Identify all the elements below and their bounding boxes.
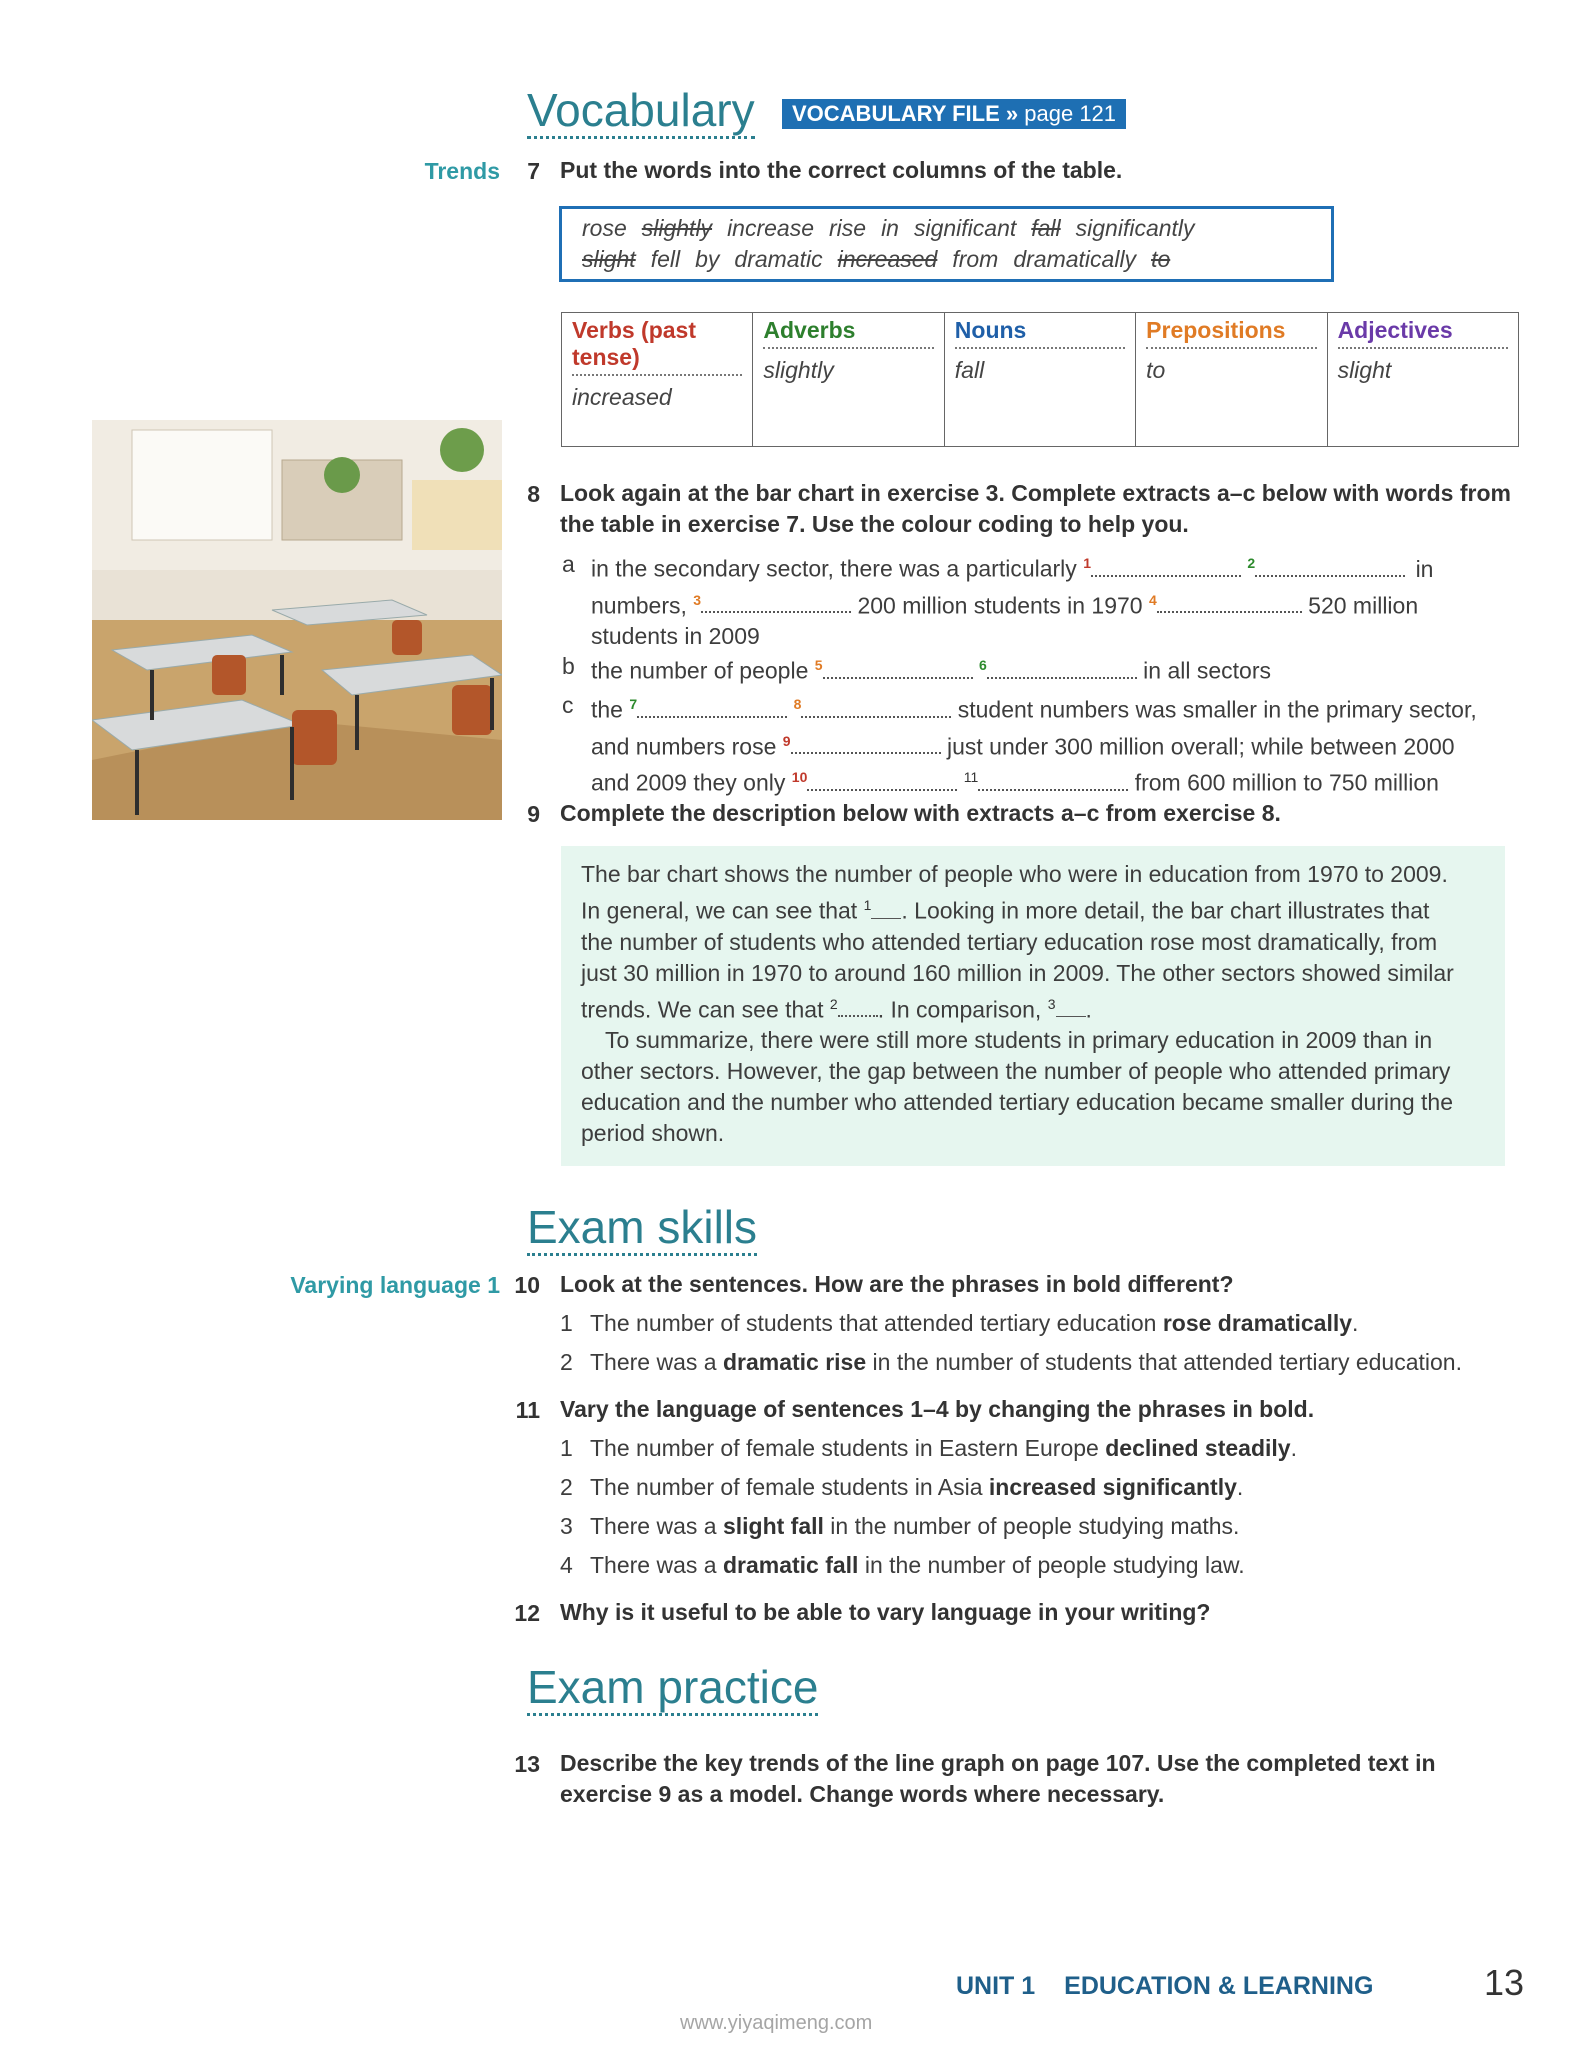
- extract-b-part-2: in all sectors: [1143, 657, 1271, 684]
- question-8-line-1: Look again at the bar chart in exercise 3. Complete extracts a–c below with words from: [560, 480, 1511, 506]
- sentence-number: 2: [560, 1349, 573, 1375]
- blank-5-number: 5: [814, 657, 823, 673]
- column-header-prepositions: Prepositions: [1146, 317, 1316, 349]
- extract-a-part-6: students in 2009: [591, 623, 760, 650]
- blank-6-number: 6: [978, 657, 987, 673]
- word-box-word: fell: [650, 246, 681, 272]
- question-8-text: [560, 478, 1520, 540]
- sentence-text-end: .: [1290, 1435, 1297, 1461]
- category-table: [561, 312, 1519, 447]
- side-label-varying-language: Varying language 1: [290, 1272, 500, 1298]
- question-11-number: 11: [515, 1397, 540, 1423]
- extract-c-part-1: the: [591, 696, 623, 723]
- description-line-1: The bar chart shows the number of people who were in education from 1970 to 2009.: [581, 861, 1448, 887]
- blank-2-number: 2: [1247, 555, 1256, 571]
- blank-8-number: 8: [793, 696, 802, 712]
- question-13-number: 13: [514, 1751, 540, 1777]
- word-box-word: dramatic: [734, 246, 823, 272]
- footer-unit-label: [956, 1972, 1373, 2001]
- sentence-text-end: in the number of people studying maths.: [823, 1513, 1240, 1539]
- description-line-8: education and the number who attended tertiary education became smaller during the: [581, 1089, 1453, 1116]
- blank-9[interactable]: [791, 732, 941, 754]
- page-number: 13: [1484, 1962, 1525, 2003]
- sentence-text-end: in the number of people studying law.: [858, 1552, 1245, 1578]
- extract-c-letter: c: [562, 692, 574, 718]
- column-header-verbs: Verbs (past tense): [572, 317, 742, 376]
- description-box: [561, 846, 1505, 1166]
- question-9-text: Complete the description below with extracts a–c from exercise 8.: [560, 800, 1281, 826]
- blank-11[interactable]: [978, 769, 1128, 791]
- blank-10-number: 10: [791, 769, 808, 786]
- description-line-3: the number of students who attended tertiary education rose most dramatically, from: [581, 928, 1438, 955]
- question-11-text: Vary the language of sentences 1–4 by changing the phrases in bold.: [560, 1396, 1315, 1422]
- column-header-adverbs: Adverbs: [763, 317, 933, 349]
- extract-a-part-4: 200 million students in 1970: [857, 592, 1143, 619]
- description-blank-3[interactable]: [1056, 998, 1086, 1017]
- question-7-text: Put the words into the correct columns of the table.: [560, 157, 1123, 183]
- blank-2[interactable]: [1255, 555, 1405, 577]
- question-12-text: Why is it useful to be able to vary language in your writing?: [560, 1599, 1211, 1625]
- description-blank-1[interactable]: [871, 900, 901, 919]
- extract-c-part-2: student numbers was smaller in the primary sector,: [957, 696, 1477, 723]
- sentence-bold-phrase: declined steadily: [1105, 1435, 1291, 1461]
- column-adjectives: [1327, 313, 1518, 447]
- extract-c-part-4: just under 300 million overall; while between 2000: [946, 733, 1455, 760]
- question-10-items: [560, 1308, 1520, 1386]
- word-box-line-2: [582, 244, 1311, 275]
- extract-a-part-3: numbers,: [591, 592, 687, 619]
- vocabulary-heading: Vocabulary: [527, 86, 755, 139]
- column-prepositions: [1136, 313, 1327, 447]
- extract-b-part-1: the number of people: [591, 657, 809, 684]
- question-11-items: [560, 1433, 1520, 1589]
- question-13-line-1: Describe the key trends of the line graph on page 107. Use the completed text in: [560, 1750, 1436, 1776]
- sentence-text: There was a: [590, 1349, 723, 1375]
- column-adverbs: [753, 313, 944, 447]
- extract-a-letter: a: [562, 551, 575, 577]
- blank-3-number: 3: [693, 591, 702, 608]
- sentence-item: [560, 1550, 1520, 1581]
- word-box-word: slight: [582, 246, 636, 272]
- blank-8[interactable]: [801, 696, 951, 718]
- sentence-item: [560, 1511, 1520, 1542]
- blank-1-number: 1: [1083, 555, 1091, 571]
- extract-c-part-5: and 2009 they only: [591, 769, 786, 796]
- sentence-item: [560, 1472, 1520, 1503]
- sentence-text-end: .: [1236, 1474, 1244, 1500]
- sentence-item: [560, 1308, 1520, 1339]
- column-example-verbs: increased: [572, 384, 672, 410]
- extract-c-part-3: and numbers rose: [591, 733, 777, 760]
- extract-b: [591, 650, 1511, 687]
- footer-unit: UNIT 1: [956, 1972, 1036, 2000]
- description-line-2: In general, we can see that $^1$ . Looking in more detail, the bar chart illustrates that: [581, 897, 1430, 924]
- description-line-9: period shown.: [581, 1120, 725, 1147]
- extract-a-part-5: 520 million: [1308, 592, 1419, 619]
- question-8-line-2: the table in exercise 7. Use the colour coding to help you.: [560, 511, 1189, 537]
- side-label-trends: Trends: [424, 158, 500, 184]
- blank-9-number: 9: [782, 732, 791, 749]
- sentence-text: There was a: [590, 1513, 723, 1539]
- blank-11-number: 11: [963, 769, 979, 786]
- question-7-number: 7: [527, 158, 540, 184]
- exam-practice-heading: Exam practice: [527, 1663, 818, 1716]
- blank-1[interactable]: [1091, 555, 1241, 577]
- column-nouns: [944, 313, 1135, 447]
- vocabulary-file-label: VOCABULARY FILE »: [792, 101, 1019, 126]
- extract-c: [591, 689, 1511, 799]
- column-example-prepositions: to: [1146, 357, 1166, 383]
- sentence-number: 4: [560, 1552, 573, 1578]
- classroom-illustration: [92, 420, 502, 820]
- column-example-adverbs: slightly: [763, 357, 834, 383]
- sentence-bold-phrase: increased significantly: [988, 1474, 1237, 1500]
- description-line-4: just 30 million in 1970 to around 160 million in 2009. The other sectors showed similar: [581, 959, 1454, 986]
- sentence-bold-phrase: dramatic rise: [722, 1349, 867, 1375]
- extract-c-part-6: from 600 million to 750 million: [1134, 769, 1439, 796]
- question-10-text: Look at the sentences. How are the phrases in bold different?: [560, 1271, 1234, 1297]
- word-box-word: to: [1151, 246, 1171, 272]
- word-box-word: significant: [913, 215, 1017, 241]
- description-line-5: trends. We can see that $^2$ . In comparison, $^3$ .: [581, 995, 1092, 1023]
- extract-b-letter: b: [562, 653, 575, 679]
- column-example-adjectives: slight: [1337, 357, 1392, 383]
- sentence-number: 2: [560, 1474, 573, 1500]
- question-9-number: 9: [527, 801, 540, 827]
- sentence-bold-phrase: slight fall: [722, 1513, 824, 1539]
- column-header-adjectives: Adjectives: [1338, 317, 1508, 349]
- column-verbs: [562, 313, 753, 447]
- word-box-line-1: [582, 213, 1311, 244]
- watermark: www.yiyaqimeng.com: [680, 2012, 873, 2034]
- description-line-6: To summarize, there were still more students in primary education in 2009 than in: [605, 1027, 1433, 1054]
- extract-a-part-1: in the secondary sector, there was a particularly: [591, 555, 1077, 582]
- column-header-nouns: Nouns: [955, 317, 1125, 349]
- sentence-bold-phrase: rose dramatically: [1162, 1310, 1353, 1336]
- description-line-7: other sectors. However, the gap between the number of people who attended primary: [581, 1058, 1451, 1085]
- word-box-word: rise: [829, 215, 867, 241]
- word-box-word: slightly: [641, 215, 713, 241]
- sentence-text-end: in the number of students that attended tertiary education.: [866, 1349, 1462, 1375]
- question-13-line-2: exercise 9 as a model. Change words where necessary.: [560, 1781, 1165, 1807]
- blank-7[interactable]: [637, 696, 787, 718]
- word-box-word: by: [695, 246, 720, 272]
- column-example-nouns: fall: [954, 357, 985, 383]
- sentence-text: The number of female students in Asia: [590, 1474, 989, 1500]
- classroom-photo: [92, 420, 502, 820]
- sentence-number: 1: [560, 1310, 573, 1336]
- word-box-word: rose: [582, 215, 627, 241]
- sentence-text-end: .: [1352, 1310, 1359, 1336]
- word-box-word: increased: [837, 246, 938, 272]
- extract-a-part-2: in: [1415, 555, 1434, 582]
- blank-4[interactable]: [1157, 591, 1302, 613]
- vocabulary-file-reference: [782, 99, 1126, 129]
- question-10-number: 10: [514, 1272, 540, 1298]
- sentence-number: 1: [560, 1435, 573, 1461]
- blank-5[interactable]: [823, 657, 973, 679]
- blank-10[interactable]: [807, 769, 957, 791]
- word-box-word: increase: [727, 215, 814, 241]
- extract-a: [591, 548, 1511, 652]
- exam-skills-heading: Exam skills: [527, 1203, 757, 1256]
- blank-3[interactable]: [701, 591, 851, 613]
- sentence-item: [560, 1347, 1520, 1378]
- sentence-bold-phrase: dramatic fall: [722, 1552, 859, 1578]
- sentence-text: There was a: [590, 1552, 723, 1578]
- blank-6[interactable]: [987, 657, 1137, 679]
- word-box-word: fall: [1031, 215, 1061, 241]
- word-box-word: in: [881, 215, 899, 241]
- sentence-text: The number of students that attended tertiary education: [590, 1310, 1163, 1336]
- sentence-text: The number of female students in Eastern Europe: [590, 1435, 1106, 1461]
- footer-title: EDUCATION & LEARNING: [1064, 1972, 1374, 2000]
- word-box-word: significantly: [1075, 215, 1195, 241]
- question-13-text: [560, 1748, 1520, 1810]
- question-8-number: 8: [527, 481, 540, 507]
- word-box-word: from: [952, 246, 999, 272]
- sentence-number: 3: [560, 1513, 573, 1539]
- vocabulary-file-page: page 121: [1024, 101, 1117, 126]
- word-box-word: dramatically: [1013, 246, 1137, 272]
- blank-7-number: 7: [629, 696, 638, 712]
- word-box: [559, 206, 1334, 282]
- blank-4-number: 4: [1148, 591, 1157, 608]
- question-12-number: 12: [514, 1600, 540, 1626]
- sentence-item: [560, 1433, 1520, 1464]
- description-blank-2[interactable]: [838, 997, 878, 1017]
